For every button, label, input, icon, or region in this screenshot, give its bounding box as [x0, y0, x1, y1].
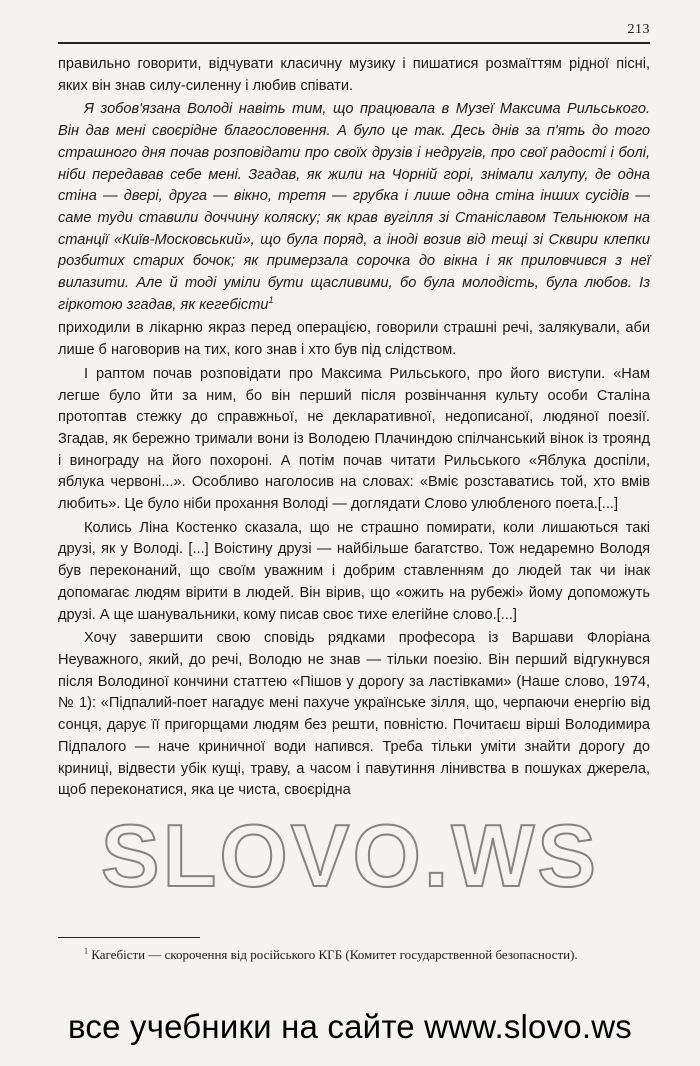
body-text [58, 54, 650, 804]
paragraph-3: приходили в лікарню якраз перед операцією, говорили страшні речі, залякували, аби лише б наговорив на тих, кого знав і хто був під слідством. [58, 320, 650, 359]
footnote-text: Кагебісти — скорочення від російського КГБ (Комитет государственной безопасности). [91, 947, 578, 962]
paragraph-2 [58, 99, 650, 316]
footnote [58, 944, 650, 966]
paragraph-2-text: Я зобов'язана Володі навіть тим, що працювала в Музеї Максима Рильського. Він дав мені своєрідне благословення. А було це так. Десь днів за п'ять до того страшного дня почав розповідати про своїх друзів і недругів, про свої радості і болі, ніби передавав себе мені. Згадав, як жили на Чорній горі, знімали халупу, де одна стіна — двері, друга — вікно, третя — грубка і лише одна стіна інших сусідів — саме туди ставили доччину коляску; як крав вугілля зі Станіславом Тельнюком на станції «Київ-Московський», що була поряд, а іноді возив від тещі зі Сквири клепки розбитих старих бочок; як примерзала сорочка до вікна і як приловчився з неї вилазити. Але й тоді уміли бути щасливими, бо була молодість, була любов. Із гіркотою згадав, як кегебісти [58, 101, 650, 313]
watermark: SLOVO.WS [100, 806, 600, 905]
header-rule [58, 42, 650, 44]
footnote-mark: 1 [84, 946, 88, 956]
footnote-rule [58, 937, 200, 938]
paragraph-5: Колись Ліна Костенко сказала, що не страшно помирати, коли лишаються такі друзі, як у Володі. [...] Воістину друзі — найбільше багатство. Тож недаремно Володя був переконаний, що своїм уважним і добрим ставленням до людей так чи інак допомагає людям вірити в людей. Він вірив, що «ожить на рубежі» йому допоможуть друзі. А ще шанувальники, кому писав своє тихе елегійне слово.[...] [58, 519, 650, 623]
site-banner: все учебники на сайте www.slovo.ws [68, 1008, 632, 1045]
paragraph-6: Хочу завершити свою сповідь рядками професора із Варшави Флоріана Неуважного, який, до речі, Володю не знав — тільки поезію. Він перший відгукнувся після Володиної кончини статтею «Пішов у дорогу за ластівками» (Наше слово, 1974, № 1): «Підпалий-поет нагадує мені пахуче українське зілля, що, черпаючи енергію від сонця, дарує її пригорщами людям без решти, повністю. Почитаєш вірші Володимира Підпалого — наче криничної води напився. Треба тільки уміти знайти дорогу до криниці, відвести убік кущі, траву, а часом і павутиння лінивства в пошуках джерела, щоб переконатися, яка це чиста, своєрідна [58, 630, 650, 799]
paragraph-1: правильно говорити, відчувати класичну музику і пишатися розмаїттям рідної пісні, яких він знав силу-силенну і любив співати. [58, 56, 650, 94]
page-number: 213 [627, 22, 650, 37]
footnote-ref: 1 [268, 294, 274, 305]
paragraph-4: І раптом почав розповідати про Максима Рильського, про його виступи. «Нам легше було йти за ним, бо він перший після розвінчання культу особи Сталіна протоптав стежку до справжньої, не декларативної, недописаної, людяної поезії. Згадав, як бережно тримали вони із Володею Плачиндою спілчанський вінок із троянд і винограду на його похороні. А потім почав читати Рильського «Яблука доспіли, яблука червоні...». Особливо наголосив на словах: «Вміє розставатись той, хто вмів любить». Це було ніби прохання Володі — доглядати Слово улюбленого поета.[...] [58, 365, 650, 513]
